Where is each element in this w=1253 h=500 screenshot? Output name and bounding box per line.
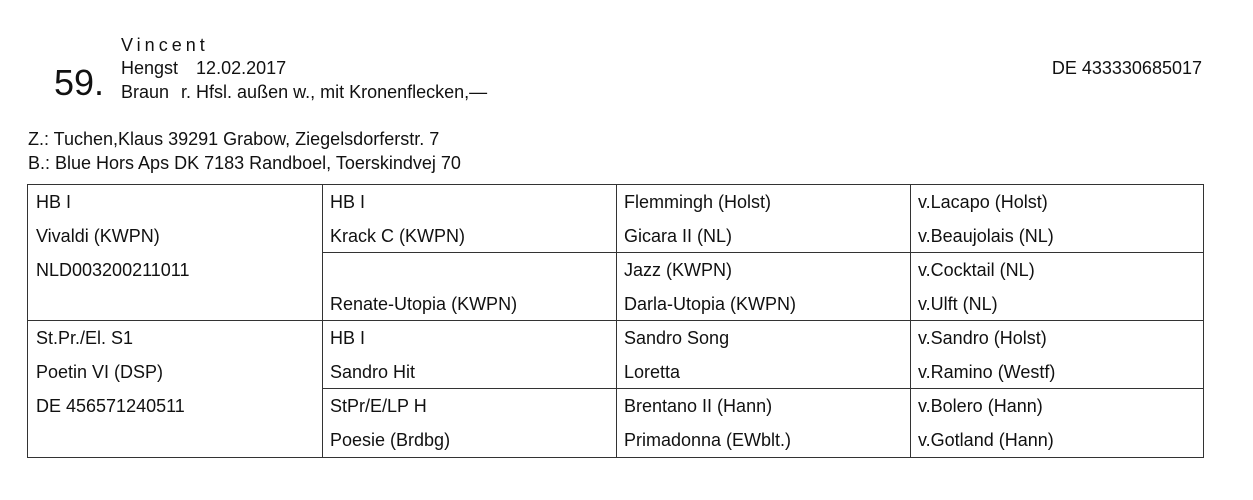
gen3-sire: v.Lacapo (Holst) — [918, 192, 1048, 212]
pedigree-table — [27, 184, 1204, 458]
gen3-sire: v.Cocktail (NL) — [918, 260, 1035, 280]
gen3-sire: v.Ulft (NL) — [918, 294, 998, 314]
gen3-name: Sandro Song — [624, 328, 730, 348]
horse-markings: r. Hfsl. außen w., mit Kronenflecken,— — [181, 82, 488, 102]
column-divider — [616, 185, 617, 457]
row-divider — [28, 320, 1203, 321]
horse-color: Braun — [121, 82, 170, 102]
horse-birth-date: 12.02.2017 — [196, 58, 287, 78]
sire-reg: NLD003200211011 — [36, 260, 190, 280]
gen3-sire: v.Gotland (Hann) — [918, 430, 1054, 450]
dam-title: St.Pr./El. S1 — [36, 328, 134, 348]
column-divider — [910, 185, 911, 457]
dam-sire-title: HB I — [330, 328, 366, 348]
gen3-name: Flemmingh (Holst) — [624, 192, 772, 212]
sire-name: Vivaldi (KWPN) — [36, 226, 160, 246]
sire-title: HB I — [36, 192, 72, 212]
dam-name: Poetin VI (DSP) — [36, 362, 164, 382]
dam-sire-name: Sandro Hit — [330, 362, 416, 382]
gen3-sire: v.Ramino (Westf) — [918, 362, 1056, 382]
horse-info — [121, 57, 286, 79]
gen3-sire: v.Beaujolais (NL) — [918, 226, 1054, 246]
dam-dam-name: Poesie (Brdbg) — [330, 430, 451, 450]
row-divider — [322, 252, 1203, 253]
horse-color-line — [121, 81, 487, 103]
sire-dam-name: Renate-Utopia (KWPN) — [330, 294, 518, 314]
registration-number: DE 433330685017 — [1051, 58, 1202, 78]
sire-sire-title: HB I — [330, 192, 366, 212]
gen3-name: Gicara II (NL) — [624, 226, 733, 246]
dam-dam-title: StPr/E/LP H — [330, 396, 427, 416]
gen3-name: Darla-Utopia (KWPN) — [624, 294, 797, 314]
gen3-name: Jazz (KWPN) — [624, 260, 732, 280]
horse-sex: Hengst — [121, 58, 179, 78]
lot-number: 59. — [54, 62, 105, 103]
gen3-sire: v.Sandro (Holst) — [918, 328, 1047, 348]
row-divider — [322, 388, 1203, 389]
gen3-name: Brentano II (Hann) — [624, 396, 773, 416]
gen3-sire: v.Bolero (Hann) — [918, 396, 1043, 416]
gen3-name: Primadonna (EWblt.) — [624, 430, 792, 450]
owner-line: B.: Blue Hors Aps DK 7183 Randboel, Toerskindvej 70 — [28, 153, 461, 173]
column-divider — [322, 185, 323, 457]
gen3-name: Loretta — [624, 362, 681, 382]
horse-name: Vincent — [121, 35, 209, 55]
dam-reg: DE 456571240511 — [36, 396, 185, 416]
sire-sire-name: Krack C (KWPN) — [330, 226, 465, 246]
breeder-line: Z.: Tuchen,Klaus 39291 Grabow, Ziegelsdorferstr. 7 — [28, 129, 440, 149]
